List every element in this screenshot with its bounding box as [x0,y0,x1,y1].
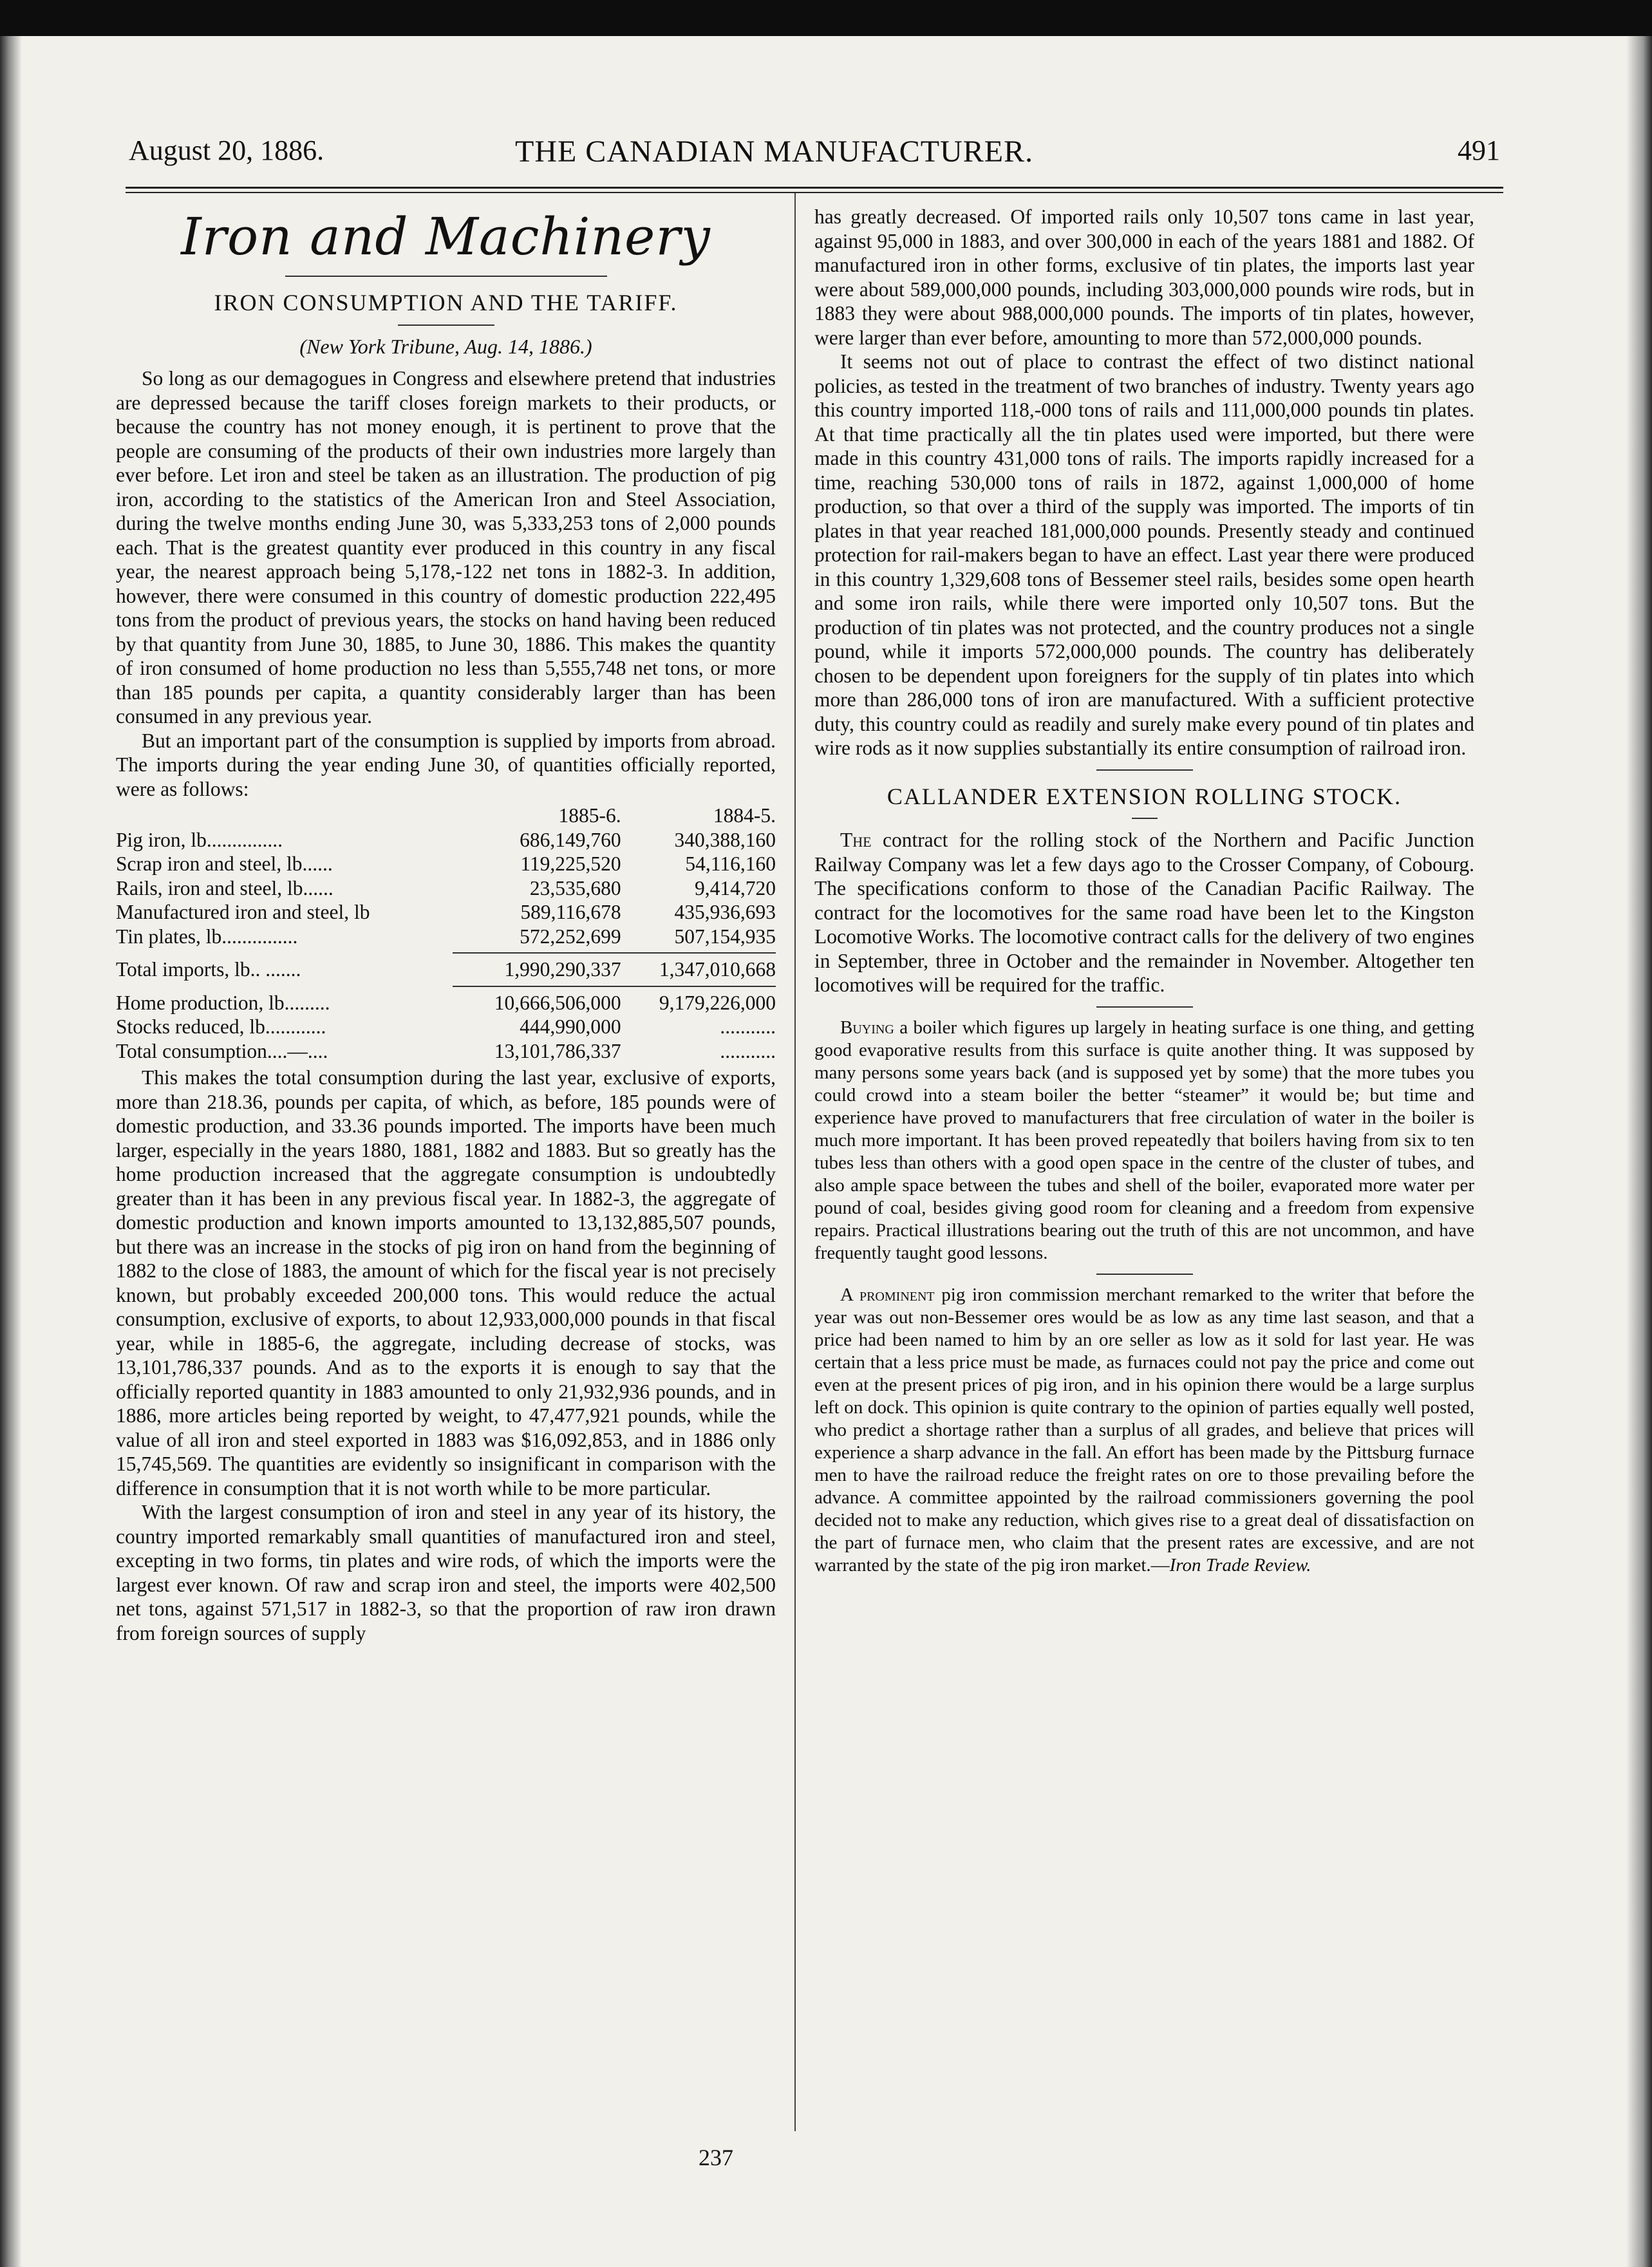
source-credit: Iron Trade Review. [1169,1554,1311,1576]
scan-right-edge [1626,36,1652,2267]
cell-1885-6: 13,101,786,337 [494,1039,621,1062]
header-rule-double [126,192,1503,193]
column-divider [794,193,796,2131]
cell-1884-5: 435,936,693 [674,901,776,923]
cell-1884-5: ........... [720,1015,776,1038]
row-label: Scrap iron and steel, lb...... [116,852,333,875]
article-paragraph: With the largest consumption of iron and steel in any year of its history, the country imported remarkably small quantities of manufactured iron and steel, excepting in two forms, tin plates and wire rods, of which the imports were the largest ever known. Of raw and scrap iron and steel, the imports were 402,500 net tons, against 571,517 in 1882-3, so that the proportion of raw iron drawn from foreign sources of supply [116,1501,776,1644]
row-label: Total imports, lb.. ....... [116,958,301,981]
paragraph-text: contract for the rolling stock of the Northern and Pacific Junction Railway Company was let a few days ago to the Crosser Company, of Cobourg. The specifications conform to those of the Canadian Pacific Railway. The contract for the locomotives for the same road have been let to the Kingston Locomotive Works. The locomotive contract calls for the delivery of two engines in September, three in October and the remainder in November. Altogether ten locomotives will be required for the traffic. [814,829,1475,996]
row-label: Rails, iron and steel, lb...... [116,876,333,899]
table-row [116,1039,776,1064]
lead-word: The [840,829,872,851]
cell-1884-5: 507,154,935 [674,925,776,948]
right-column [814,205,1474,1577]
table-row [116,852,776,876]
table-header-row [116,804,776,828]
section-rule [285,276,607,277]
publication-title: THE CANADIAN MANUFACTURER. [515,135,1034,169]
article-separator [1096,1006,1193,1008]
article-separator [1096,769,1193,771]
page-number: 491 [1458,135,1500,166]
cell-1884-5: ........... [720,1039,776,1062]
article-paragraph [814,1284,1474,1577]
cell-1885-6: 686,149,760 [520,828,621,851]
column-header: 1885-6. [558,804,621,827]
scan-top-border [0,0,1652,36]
lead-word: Buying [840,1017,894,1038]
cell-1884-5: 1,347,010,668 [659,958,776,981]
row-label: Stocks reduced, lb............ [116,1015,326,1038]
issue-date: August 20, 1886. [129,135,324,166]
scan-left-edge [0,36,22,2267]
article-paragraph [814,828,1474,997]
table-row [116,925,776,949]
paragraph-text: pig iron commission merchant remarked to the writer that before the year was out non-Bessemer ores would be as low as any time last season, and that a price had been named to him by an ore seller as low as it sold for last year. He was certain that a less price must be made, as furnaces could not pay the price and come out even at the present prices of pig iron, and in his opinion there would be a large surplus left on dock. This opinion is quite contrary to the opinion of parties equally well posted, who predict a shortage rather than a surplus of all grades, and believe that prices will experience a sharp advance in the fall. An effort has been made by the Pittsburg furnace men to have the railroad reduce the freight rates on ore to those prevailing before the advance. A committee appointed by the railroad commissioners governing the pool decided not to make any reduction, which gives rise to a great deal of dissatisfaction on the part of furnace men, who claim that the present rates are excessive, and are not warranted by the state of the pig iron market.— [814,1284,1474,1576]
table-row [116,876,776,901]
article-paragraph: It seems not out of place to contrast the effect of two distinct national policies, as tested in the treatment of two branches of industry. Twenty years ago this country imported 118,-000 tons of rails and 111,000,000 pounds tin plates. At that time practically all the tin plates used were imported, but there were made in this country 431,000 tons of rails. The imports rapidly increased for a time, reaching 530,000 tons of rails in 1872, against 1,000,000 of home production, so that over a third of the supply was imported. The imports of tin plates in that year reached 181,000,000 pounds. Presently steady and continued protection for rail-makers began to have an effect. Last year there were produced in this country 1,329,608 tons of Bessemer steel rails, besides some open hearth and some iron rails, while there were imported only 10,507 tons. But the production of tin plates was not protected, and the country produces not a single pound, while it imports 572,000,000 pounds. The country has deliberately chosen to be dependent upon foreigners for the supply of tin plates into which more than 286,000 tons of iron are manufactured. With a sufficient protective duty, this country could as readily and surely make every pound of tin plates and wire rods as it now supplies substantially its entire consumption of railroad iron. [814,350,1474,759]
imports-table [116,804,776,1063]
cell-1884-5: 54,116,160 [685,852,776,875]
table-row [116,1015,776,1039]
paragraph-text: a boiler which figures up largely in heating surface is one thing, and getting good evaporative results from this surface is quite another thing. It was supposed by many persons some years back (and is supposed yet by some) that the more tubes you could crowd into a steam boiler the better “steamer” it would be; but time and experience have proved to manufacturers that free circulation of water in the boiler is much more important. It has been proved repeatedly that boilers having from six to ten tubes less than others with a good open space in the centre of the cluster of tubes, and also ample space between the tubes and shell of the boiler, evaporated more water per pound of coal, besides giving good room for cleaning and a freedom from expensive repairs. Practical illustrations bearing out the truth of this are not uncommon, and have frequently taught good lessons. [814,1017,1474,1263]
column-header: 1884-5. [713,804,776,827]
row-label: Manufactured iron and steel, lb [116,901,370,923]
cell-1885-6: 10,666,506,000 [494,991,621,1014]
cell-1884-5: 9,179,226,000 [659,991,776,1014]
running-head [129,134,1500,179]
lead-word: A prominent [840,1284,935,1305]
cell-1885-6: 23,535,680 [529,876,621,899]
title-rule [398,325,494,326]
table-total-row [116,957,776,982]
table-row [116,991,776,1015]
row-label: Tin plates, lb............... [116,925,298,948]
table-row [116,828,776,852]
cell-1884-5: 9,414,720 [695,876,776,899]
article-title: CALLANDER EXTENSION ROLLING STOCK. [887,783,1402,809]
title-rule [1132,818,1158,819]
cell-1885-6: 444,990,000 [520,1015,621,1038]
article-paragraph: This makes the total consumption during the last year, exclusive of exports, more than 218.36, pounds per capita, of which, as before, 185 pounds were of domestic production, and 33.36 pounds imported. The imports have been much larger, especially in the years 1880, 1881, 1882 and 1883. But so greatly has the home production increased that the aggregate consumption is undoubtedly greater than it has been in any previous fiscal year. In 1882-3, the aggregate of domestic production and known imports amounted to 13,132,885,507 pounds, but there was an increase in the stocks of pig iron on hand from the beginning of 1882 to the close of 1883, the amount of which for the fiscal year is not precisely known, but probably exceeded 200,000 tons. This would reduce the actual consumption, exclusive of exports, to about 12,933,000,000 pounds in that fiscal year, while in 1885-6, the aggregate, including decrease of stocks, was 13,101,786,337 pounds. And as to the exports it is enough to say that the officially reported quantity in 1883 amounted to only 21,932,936 pounds, and in 1886, more articles being reported by weight, to 47,477,921 pounds, while the value of all iron and steel exported in 1883 was $16,092,853, and in 1886 only 15,745,569. The quantities are evidently so insignificant in comparison with the difference in consumption that it is not worth while to be more particular. [116,1066,776,1500]
section-title: Iron and Machinery [181,207,711,267]
article-paragraph: So long as our demagogues in Congress and elsewhere pretend that industries are depressed because the tariff closes foreign markets to their products, or because the country has not money enough, it is pertinent to prove that the people are consuming of the products of their own industries more largely than ever before. Let iron and steel be taken as an illustration. The production of pig iron, according to the statistics of the American Iron and Steel Association, during the twelve months ending June 30, was 5,333,253 tons of 2,000 pounds each. That is the greatest quantity ever produced in this country in any fiscal year, the nearest approach being 5,178,-122 net tons in 1882-3. In addition, however, there were consumed in this country of domestic production 222,495 tons from the product of previous years, the stocks on hand having been reduced by that quantity from June 30, 1885, to June 30, 1886. This makes the quantity of iron consumed of home production no less than 5,555,748 net tons, or more than 185 pounds per capita, a quantity considerably larger than has been consumed in any previous year. [116,367,776,728]
cell-1885-6: 119,225,520 [520,852,621,875]
row-label: Pig iron, lb............... [116,828,283,851]
cell-1885-6: 589,116,678 [520,901,621,923]
cell-1884-5: 340,388,160 [674,828,776,851]
header-rule [126,187,1503,189]
article-paragraph: But an important part of the consumption is supplied by imports from abroad. The imports during the year ending June 30, of quantities officially reported, were as follows: [116,729,776,800]
row-label: Home production, lb......... [116,991,330,1014]
row-label: Total consumption....—.... [116,1039,328,1062]
folio-number: 237 [699,2145,733,2170]
cell-1885-6: 1,990,290,337 [504,958,621,981]
table-rule [116,982,776,991]
table-rule [116,948,776,957]
article-source: (New York Tribune, Aug. 14, 1886.) [299,334,592,358]
article-paragraph: has greatly decreased. Of imported rails only 10,507 tons came in last year, against 95,000 in 1883, and over 300,000 in each of the years 1881 and 1882. Of manufactured iron in other forms, exclusive of tin plates, the imports last year were about 589,000,000 pounds, including 303,000,000 pounds wire rods, but in 1883 they were about 988,000,000 pounds. The imports of tin plates, however, were larger than ever before, amounting to more than 572,000,000 pounds. [814,205,1474,349]
cell-1885-6: 572,252,699 [520,925,621,948]
left-column [116,205,776,1645]
article-title: IRON CONSUMPTION AND THE TARIFF. [214,290,678,315]
article-separator [1096,1274,1193,1275]
table-row [116,900,776,925]
article-paragraph [814,1017,1474,1265]
